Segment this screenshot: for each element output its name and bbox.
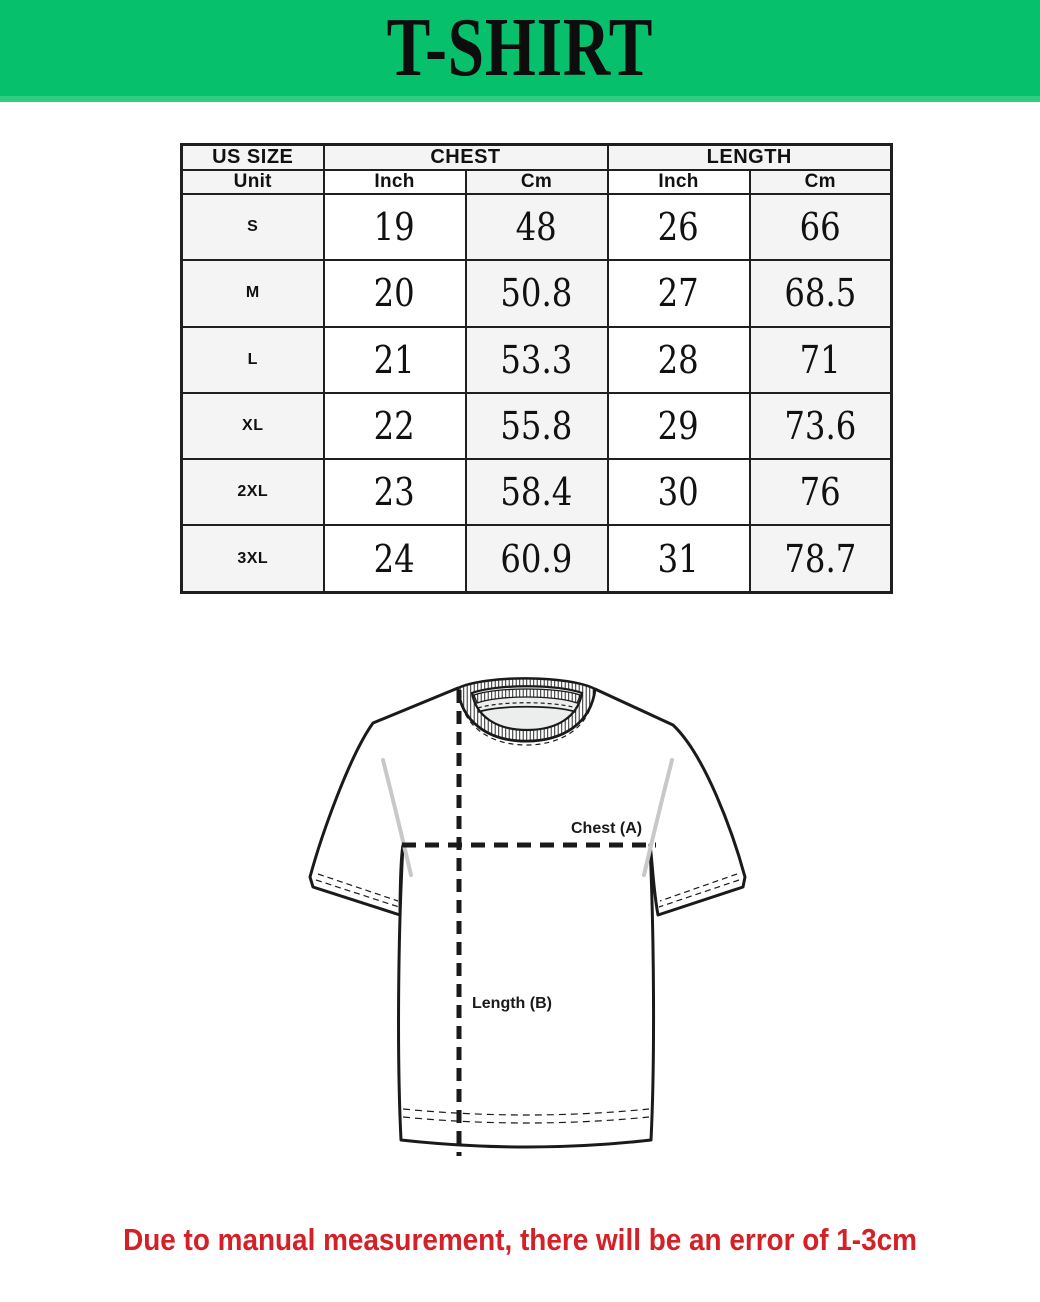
tshirt-drawing	[270, 640, 790, 1180]
size-row-s	[182, 194, 892, 260]
value-cell: 50.8	[466, 260, 608, 326]
header-unit: Unit	[182, 170, 324, 194]
value-cell: 23	[324, 459, 466, 525]
value-cell: 71	[750, 327, 892, 393]
tshirt-body-outline	[310, 688, 745, 1147]
size-row-2xl	[182, 459, 892, 525]
value-cell: 20	[324, 260, 466, 326]
measurement-note-text: Due to manual measurement, there will be an error of 1-3cm	[123, 1222, 917, 1257]
value-cell: 58.4	[466, 459, 608, 525]
value-cell: 24	[324, 525, 466, 592]
size-cell: L	[182, 327, 324, 393]
value-cell: 66	[750, 194, 892, 260]
value-cell: 27	[608, 260, 750, 326]
chest-label: Chest (A)	[571, 820, 643, 837]
header-chest-inch: Inch	[324, 170, 466, 194]
value-cell: 29	[608, 393, 750, 459]
value-cell: 21	[324, 327, 466, 393]
value-cell: 28	[608, 327, 750, 393]
page-title: T-SHIRT	[386, 1, 654, 94]
value-cell: 68.5	[750, 260, 892, 326]
size-row-xl	[182, 393, 892, 459]
value-cell: 30	[608, 459, 750, 525]
header-chest: CHEST	[324, 145, 608, 171]
value-cell: 73.6	[750, 393, 892, 459]
size-row-3xl	[182, 525, 892, 592]
size-cell: S	[182, 194, 324, 260]
value-cell: 60.9	[466, 525, 608, 592]
header-us-size: US SIZE	[182, 145, 324, 171]
value-cell: 31	[608, 525, 750, 592]
size-chart-table	[180, 143, 893, 594]
value-cell: 76	[750, 459, 892, 525]
header-length-inch: Inch	[608, 170, 750, 194]
value-cell: 26	[608, 194, 750, 260]
size-cell: XL	[182, 393, 324, 459]
size-cell: 3XL	[182, 525, 324, 592]
size-cell: 2XL	[182, 459, 324, 525]
value-cell: 48	[466, 194, 608, 260]
size-chart-section	[180, 143, 893, 594]
header-length: LENGTH	[608, 145, 892, 171]
header-chest-cm: Cm	[466, 170, 608, 194]
header-length-cm: Cm	[750, 170, 892, 194]
size-row-m	[182, 260, 892, 326]
measurement-note	[0, 1222, 1040, 1258]
table-group-header-row	[182, 145, 892, 171]
value-cell: 78.7	[750, 525, 892, 592]
value-cell: 53.3	[466, 327, 608, 393]
length-label: Length (B)	[472, 995, 552, 1012]
title-banner	[0, 0, 1040, 102]
size-row-l	[182, 327, 892, 393]
value-cell: 22	[324, 393, 466, 459]
tshirt-measure-diagram	[270, 640, 790, 1180]
value-cell: 19	[324, 194, 466, 260]
table-unit-header-row	[182, 170, 892, 194]
size-cell: M	[182, 260, 324, 326]
value-cell: 55.8	[466, 393, 608, 459]
